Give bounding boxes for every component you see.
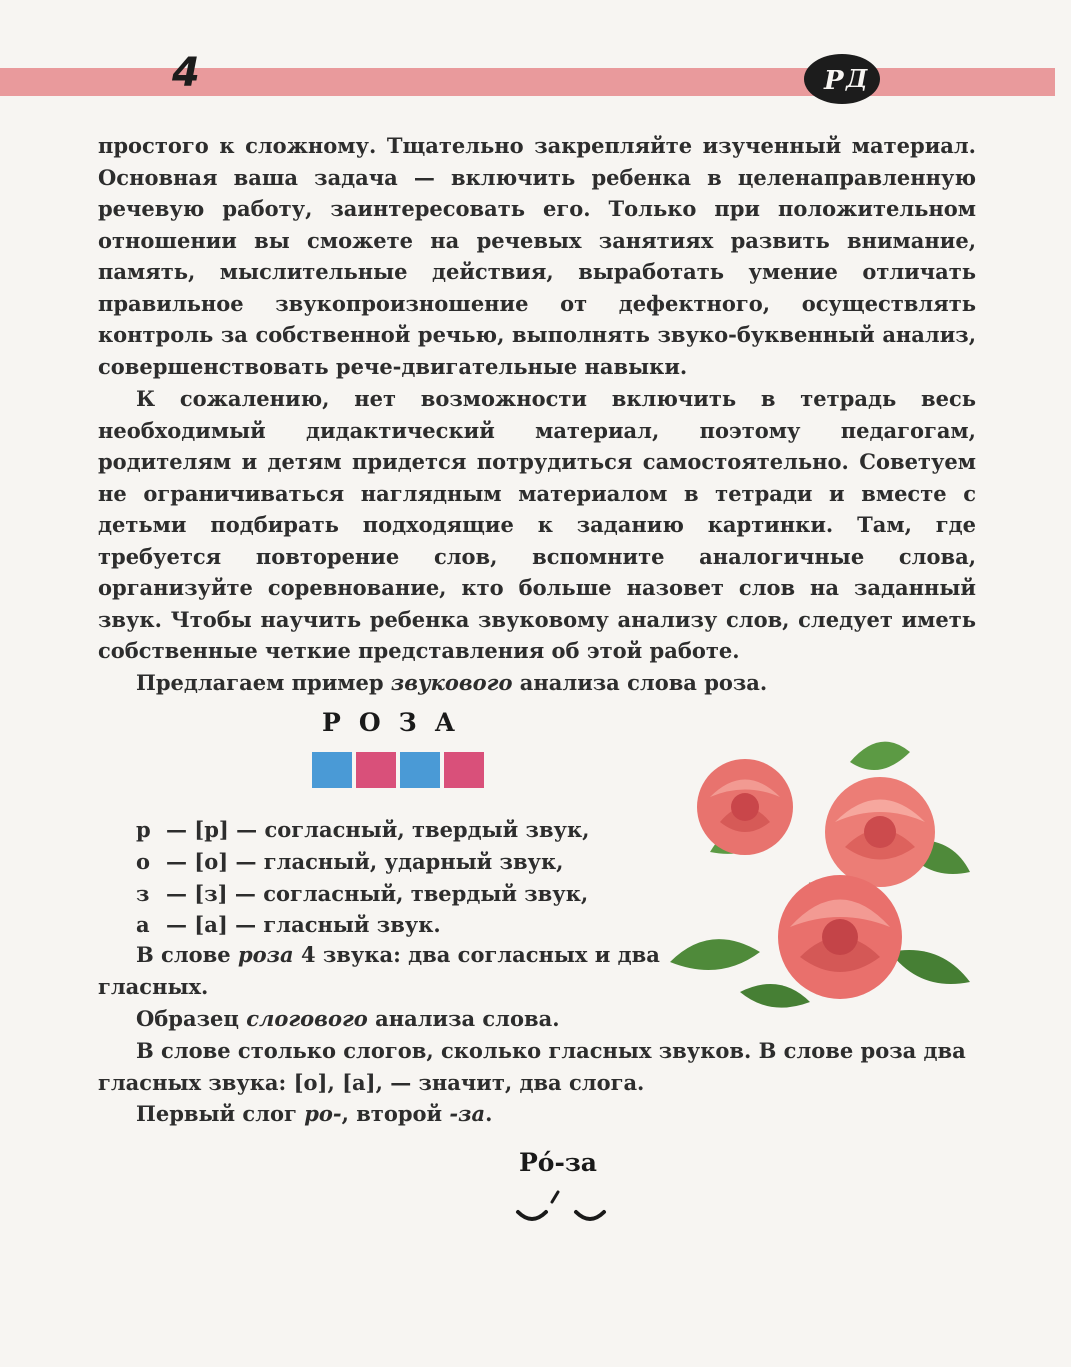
svg-text:Д: Д: [846, 64, 868, 93]
letter-3: З: [398, 708, 435, 737]
e4-end: .: [485, 1101, 493, 1126]
sound-row: [136, 846, 656, 878]
sound-square-3: [400, 752, 440, 788]
sound-square-1: [312, 752, 352, 788]
sound-desc: — [з] — согласный, твердый звук,: [166, 880, 589, 906]
rose-left: [697, 759, 793, 855]
svg-text:Р: Р: [824, 66, 844, 96]
e1-end: 4 звука: два согласных и два гласных.: [98, 942, 660, 999]
p3-emphasis: звукового: [390, 670, 513, 695]
example-syllable-rule: В слове столько слогов, сколько гласных звуков. В слове роза два гласных звука: [о], [а], — значит, два слога.: [98, 1038, 966, 1095]
sound-square-4: [444, 752, 484, 788]
word-letters: [322, 708, 473, 737]
publisher-logo-icon: [802, 52, 882, 106]
p3-start: Предлагаем пример: [136, 670, 391, 695]
e1-start: В слове: [136, 942, 238, 967]
paragraph-2: К сожалению, нет возможности включить в тетрадь весь необходимый дидактический материал, поэтому педагогам, родителям и детям придется потрудиться самостоятельно. Советуем не ограничиваться наглядным материалом в тетради и вместе с детьми подбирать подходящие к заданию картинки. Там, где требуется повторение слов, вспомните аналогичные слова, организуйте соревнование, кто больше назовет слов на заданный звук. Чтобы научить ребенка звуковому анализу слов, следует иметь собственные четкие представления об этой работе.: [98, 386, 976, 663]
sound-letter: о: [136, 848, 151, 874]
sound-desc: — [а] — гласный звук.: [166, 912, 441, 938]
sound-list: [136, 814, 656, 941]
letter-1: Р: [322, 708, 359, 737]
letter-4: А: [434, 708, 473, 737]
sound-row: [136, 814, 656, 846]
e2-end: анализа слова.: [367, 1006, 560, 1031]
example-syllable-heading: [136, 1003, 560, 1035]
e1-emphasis: роза: [237, 942, 294, 967]
publisher-logo: [802, 52, 882, 106]
sound-desc: — [о] — гласный, ударный звук,: [166, 848, 564, 874]
e4-emphasis-1: ро-: [304, 1101, 342, 1126]
sound-scheme: [312, 752, 484, 788]
letter-2: О: [358, 708, 399, 737]
e2-emphasis: слогового: [246, 1006, 368, 1031]
sound-desc: — [р] — согласный, твердый звук,: [166, 817, 590, 842]
paragraph-1: простого к сложному. Тщательно закрепляйте изученный материал. Основная ваша задача — включить ребенка в целенаправленную речевую работу, заинтересовать его. Только при положительном отношении вы сможете на речевых занятиях развить внимание, память, мыслительные действия, выработать умение отличать правильное звукопроизношение от дефектного, осуществлять контроль за собственной речью, выполнять звуко-буквенный анализ, совершенствовать рече-двигательные навыки.: [98, 133, 976, 379]
rose-right: [825, 777, 935, 887]
example-sounds-count: [98, 939, 698, 1002]
e4-mid: , второй: [341, 1101, 450, 1126]
sound-letter: р: [136, 817, 151, 842]
sound-letter: а: [136, 912, 150, 938]
syllable-word: Ро́-за: [519, 1148, 598, 1177]
example-syllables: [136, 1098, 492, 1130]
sound-row: [136, 909, 656, 941]
roses-illustration: [650, 722, 980, 1022]
sound-letter: з: [136, 880, 150, 906]
sound-row: [136, 878, 656, 910]
header-band: [0, 68, 1055, 96]
e2-start: Образец: [136, 1006, 247, 1031]
rose-bottom: [778, 875, 902, 999]
paragraph-3: [136, 667, 896, 699]
e4-start: Первый слог: [136, 1101, 305, 1126]
sound-square-2: [356, 752, 396, 788]
p3-end: анализа слова роза.: [512, 670, 768, 695]
e4-emphasis-2: -за: [449, 1101, 486, 1126]
syllable-arcs-icon: [510, 1186, 620, 1230]
page-number: 4: [172, 50, 200, 96]
